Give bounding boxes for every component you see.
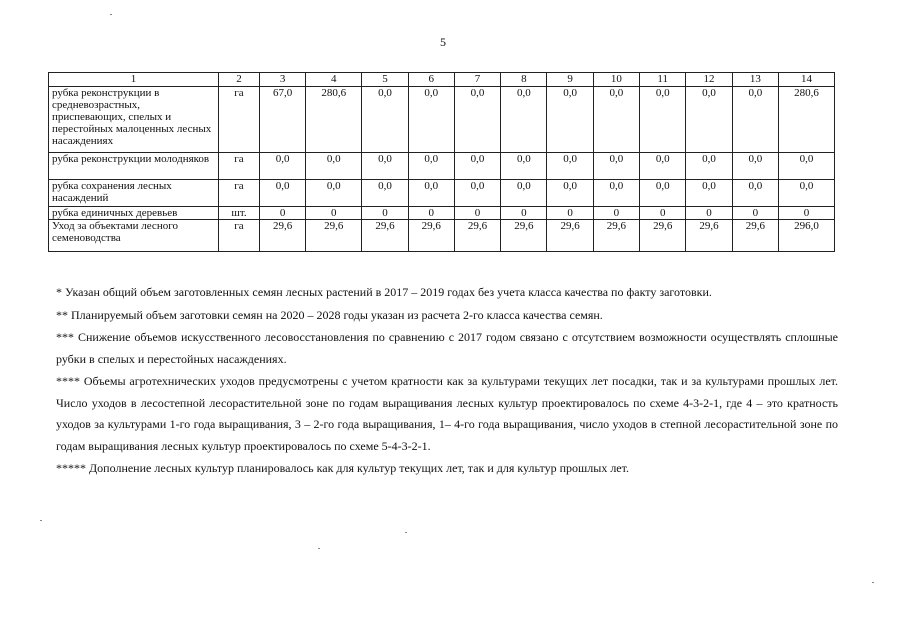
row-unit: га <box>219 153 260 180</box>
column-header: 8 <box>501 73 547 87</box>
table-cell: 0,0 <box>686 87 732 153</box>
table-cell: 0 <box>686 207 732 220</box>
table-cell: 0,0 <box>686 153 732 180</box>
table-cell: 29,6 <box>593 220 639 252</box>
scan-speck <box>872 582 874 583</box>
table-cell: 0,0 <box>593 87 639 153</box>
table-cell: 0,0 <box>732 153 778 180</box>
row-name: рубка реконструкции молодняков <box>49 153 219 180</box>
table-cell: 0,0 <box>593 153 639 180</box>
table-cell: 0 <box>306 207 362 220</box>
row-name: рубка реконструкции в средневозрастных, приспевающих, спелых и перестойных малоценных лесных насаждениях <box>49 87 219 153</box>
table-cell: 0,0 <box>501 153 547 180</box>
table-cell: 0 <box>593 207 639 220</box>
table-cell: 0,0 <box>408 87 454 153</box>
table-row <box>49 87 835 153</box>
table-row <box>49 180 835 207</box>
row-unit: га <box>219 220 260 252</box>
scan-speck <box>405 532 407 533</box>
table-cell: 29,6 <box>640 220 686 252</box>
table-cell: 0,0 <box>686 180 732 207</box>
table-cell: 0,0 <box>362 87 408 153</box>
table-cell: 0,0 <box>454 180 500 207</box>
table-cell: 29,6 <box>260 220 306 252</box>
table-cell: 29,6 <box>306 220 362 252</box>
table-cell: 29,6 <box>686 220 732 252</box>
table-cell: 0,0 <box>547 153 593 180</box>
table-cell: 280,6 <box>778 87 834 153</box>
column-header: 11 <box>640 73 686 87</box>
column-header: 13 <box>732 73 778 87</box>
table-cell: 0 <box>778 207 834 220</box>
table-cell: 296,0 <box>778 220 834 252</box>
table-cell: 0,0 <box>362 153 408 180</box>
scan-speck <box>40 520 42 521</box>
row-unit: га <box>219 180 260 207</box>
footnote: * Указан общий объем заготовленных семян лесных растений в 2017 – 2019 годах без учета класса качества по факту заготовки. <box>56 285 712 299</box>
table-cell: 0,0 <box>778 180 834 207</box>
table-cell: 0,0 <box>260 153 306 180</box>
table-cell: 29,6 <box>732 220 778 252</box>
footnote: **** Объемы агротехнических уходов предусмотрены с учетом кратности как за культурами текущих лет посадки, так и за культурами прошлых лет. Число уходов в лесостепной лесорастительной зоне по годам выращивания лесных культур проектировалось по схеме 4-3-2-1, где 4 – это кратность уходов за культурами 1-го года выращивания, 3 – 2-го года выращивания, 1– 4-го года выращивания, число уходов в степной лесорастительной зоне по годам выращивания лесных культур проектировалось по схеме 5-4-3-2-1. <box>56 374 838 453</box>
table-cell: 29,6 <box>501 220 547 252</box>
row-name: рубка единичных деревьев <box>49 207 219 220</box>
column-header: 9 <box>547 73 593 87</box>
footnote: *** Снижение объемов искусственного лесовосстановления по сравнению с 2017 годом связано с отсутствием возможности осуществлять сплошные рубки в спелых и перестойных насаждениях. <box>56 330 838 366</box>
table-cell: 0 <box>362 207 408 220</box>
footnote: ** Планируемый объем заготовки семян на 2020 – 2028 годы указан из расчета 2-го класса качества семян. <box>56 307 603 322</box>
table-cell: 0,0 <box>454 87 500 153</box>
table-cell: 0,0 <box>408 180 454 207</box>
table-cell: 67,0 <box>260 87 306 153</box>
table-cell: 0,0 <box>306 153 362 180</box>
table-header-row <box>49 73 835 87</box>
table-row <box>49 207 835 220</box>
table-cell: 0,0 <box>640 87 686 153</box>
table-cell: 29,6 <box>408 220 454 252</box>
table-cell: 0,0 <box>306 180 362 207</box>
row-unit: шт. <box>219 207 260 220</box>
table-cell: 0 <box>547 207 593 220</box>
table-cell: 0,0 <box>547 87 593 153</box>
table-cell: 0,0 <box>362 180 408 207</box>
row-unit: га <box>219 87 260 153</box>
table-cell: 29,6 <box>454 220 500 252</box>
column-header: 14 <box>778 73 834 87</box>
column-header: 2 <box>219 73 260 87</box>
column-header: 4 <box>306 73 362 87</box>
scan-speck <box>318 548 320 549</box>
table-cell: 0 <box>640 207 686 220</box>
table-cell: 0,0 <box>260 180 306 207</box>
row-name: Уход за объектами лесного семеноводства <box>49 220 219 252</box>
table-cell: 0,0 <box>501 180 547 207</box>
table-cell: 0 <box>408 207 454 220</box>
footnotes <box>56 282 838 481</box>
table-cell: 29,6 <box>362 220 408 252</box>
footnote: ***** Дополнение лесных культур планировалось как для культур текущих лет, так и для культур прошлых лет. <box>56 461 629 475</box>
page-number: 5 <box>440 35 446 49</box>
table-row <box>49 220 835 252</box>
row-name: рубка сохранения лесных насаждений <box>49 180 219 207</box>
table-cell: 0,0 <box>593 180 639 207</box>
table-cell: 0,0 <box>640 153 686 180</box>
table-cell: 0,0 <box>501 87 547 153</box>
column-header: 5 <box>362 73 408 87</box>
table-cell: 0,0 <box>547 180 593 207</box>
column-header: 12 <box>686 73 732 87</box>
table-cell: 0 <box>501 207 547 220</box>
table-cell: 0 <box>454 207 500 220</box>
column-header: 7 <box>454 73 500 87</box>
table-cell: 0,0 <box>778 153 834 180</box>
table-cell: 280,6 <box>306 87 362 153</box>
planning-table <box>48 72 835 252</box>
table-cell: 0,0 <box>640 180 686 207</box>
column-header: 1 <box>49 73 219 87</box>
table-row <box>49 153 835 180</box>
table-cell: 0 <box>260 207 306 220</box>
table-cell: 0 <box>732 207 778 220</box>
table-cell: 0,0 <box>454 153 500 180</box>
table-cell: 0,0 <box>732 180 778 207</box>
table-cell: 0,0 <box>732 87 778 153</box>
scan-speck <box>110 14 112 15</box>
table-cell: 29,6 <box>547 220 593 252</box>
table-cell: 0,0 <box>408 153 454 180</box>
column-header: 10 <box>593 73 639 87</box>
column-header: 6 <box>408 73 454 87</box>
column-header: 3 <box>260 73 306 87</box>
